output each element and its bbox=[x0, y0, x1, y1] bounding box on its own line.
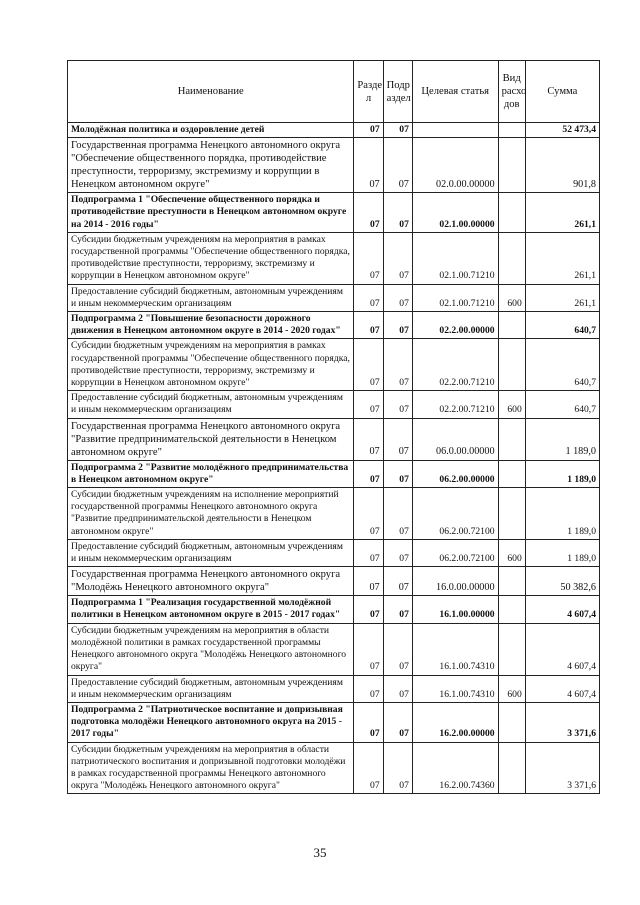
cell-cel-statya bbox=[412, 123, 498, 138]
cell-razdel: 07 bbox=[354, 623, 383, 675]
cell-razdel: 07 bbox=[354, 339, 383, 391]
cell-cel-statya: 16.1.00.74310 bbox=[412, 675, 498, 702]
cell-podrazdel: 07 bbox=[383, 339, 412, 391]
cell-summa: 4 607,4 bbox=[525, 596, 599, 623]
cell-vid bbox=[498, 193, 525, 233]
cell-vid bbox=[498, 339, 525, 391]
cell-cel-statya: 02.2.00.71210 bbox=[412, 391, 498, 418]
header-vid-raskhodov: Вид расхо дов bbox=[498, 61, 525, 123]
cell-razdel: 07 bbox=[354, 539, 383, 566]
cell-podrazdel: 07 bbox=[383, 596, 412, 623]
cell-name: Субсидии бюджетным учреждениям на мероприятия в области патриотического воспитания и допризывной подготовки молодёжи в рамках государственной программы Ненецкого автономного округа "Молодёжь Ненецкого автономного округа" bbox=[68, 742, 354, 794]
cell-vid: 600 bbox=[498, 675, 525, 702]
table-row bbox=[68, 596, 600, 623]
cell-razdel: 07 bbox=[354, 312, 383, 339]
cell-cel-statya: 06.2.00.72100 bbox=[412, 539, 498, 566]
cell-vid bbox=[498, 488, 525, 540]
cell-vid bbox=[498, 460, 525, 487]
cell-summa: 1 189,0 bbox=[525, 460, 599, 487]
cell-name: Предоставление субсидий бюджетным, автономным учреждениям и иным некоммерческим организациям bbox=[68, 284, 354, 311]
cell-name: Субсидии бюджетным учреждениям на мероприятия в рамках государственной программы "Обеспечение общественного порядка, противодействие преступности, терроризму, экстремизму и коррупции в Ненецком автономном округе" bbox=[68, 232, 354, 284]
header-cel-statya: Целевая статья bbox=[412, 61, 498, 123]
cell-cel-statya: 16.1.00.74310 bbox=[412, 623, 498, 675]
cell-razdel: 07 bbox=[354, 488, 383, 540]
cell-vid: 600 bbox=[498, 539, 525, 566]
cell-podrazdel: 07 bbox=[383, 138, 412, 193]
cell-podrazdel: 07 bbox=[383, 193, 412, 233]
table-row bbox=[68, 675, 600, 702]
cell-name: Подпрограмма 2 "Повышение безопасности дорожного движения в Ненецком автономном округе в 2014 - 2020 годах" bbox=[68, 312, 354, 339]
cell-summa: 261,1 bbox=[525, 284, 599, 311]
cell-summa: 901,8 bbox=[525, 138, 599, 193]
cell-name: Государственная программа Ненецкого автономного округа "Обеспечение общественного порядка, противодействие преступности, терроризму, экстремизму и коррупции в Ненецком автономном округе" bbox=[68, 138, 354, 193]
cell-razdel: 07 bbox=[354, 391, 383, 418]
table-header-row bbox=[68, 61, 600, 123]
cell-summa: 640,7 bbox=[525, 339, 599, 391]
table-row bbox=[68, 418, 600, 460]
cell-vid bbox=[498, 418, 525, 460]
cell-summa: 640,7 bbox=[525, 391, 599, 418]
table-row bbox=[68, 567, 600, 596]
header-razdel: Разде л bbox=[354, 61, 383, 123]
cell-razdel: 07 bbox=[354, 460, 383, 487]
table-row bbox=[68, 284, 600, 311]
cell-cel-statya: 16.0.00.00000 bbox=[412, 567, 498, 596]
table-row bbox=[68, 138, 600, 193]
table-row bbox=[68, 232, 600, 284]
table-row bbox=[68, 339, 600, 391]
cell-podrazdel: 07 bbox=[383, 391, 412, 418]
cell-podrazdel: 07 bbox=[383, 623, 412, 675]
cell-summa: 4 607,4 bbox=[525, 675, 599, 702]
cell-cel-statya: 02.1.00.71210 bbox=[412, 284, 498, 311]
cell-name: Подпрограмма 2 "Развитие молодёжного предпринимательства в Ненецком автономном округе" bbox=[68, 460, 354, 487]
cell-vid bbox=[498, 123, 525, 138]
cell-summa: 1 189,0 bbox=[525, 488, 599, 540]
cell-cel-statya: 06.2.00.72100 bbox=[412, 488, 498, 540]
cell-razdel: 07 bbox=[354, 742, 383, 794]
cell-razdel: 07 bbox=[354, 567, 383, 596]
cell-razdel: 07 bbox=[354, 193, 383, 233]
header-podrazdel: Подр аздел bbox=[383, 61, 412, 123]
cell-summa: 640,7 bbox=[525, 312, 599, 339]
cell-vid bbox=[498, 567, 525, 596]
cell-razdel: 07 bbox=[354, 123, 383, 138]
cell-vid: 600 bbox=[498, 284, 525, 311]
cell-cel-statya: 16.2.00.00000 bbox=[412, 702, 498, 742]
cell-podrazdel: 07 bbox=[383, 488, 412, 540]
table-row bbox=[68, 539, 600, 566]
cell-summa: 52 473,4 bbox=[525, 123, 599, 138]
cell-name: Подпрограмма 1 "Обеспечение общественного порядка и противодействие преступности в Ненецком автономном округе на 2014 - 2016 годы" bbox=[68, 193, 354, 233]
cell-razdel: 07 bbox=[354, 675, 383, 702]
cell-vid bbox=[498, 232, 525, 284]
cell-summa: 4 607,4 bbox=[525, 623, 599, 675]
cell-summa: 261,1 bbox=[525, 193, 599, 233]
cell-vid bbox=[498, 702, 525, 742]
cell-vid: 600 bbox=[498, 391, 525, 418]
cell-podrazdel: 07 bbox=[383, 232, 412, 284]
cell-cel-statya: 02.1.00.71210 bbox=[412, 232, 498, 284]
cell-vid bbox=[498, 596, 525, 623]
table-row bbox=[68, 123, 600, 138]
table-row bbox=[68, 742, 600, 794]
cell-cel-statya: 02.1.00.00000 bbox=[412, 193, 498, 233]
cell-cel-statya: 02.0.00.00000 bbox=[412, 138, 498, 193]
cell-vid bbox=[498, 623, 525, 675]
cell-name: Предоставление субсидий бюджетным, автономным учреждениям и иным некоммерческим организациям bbox=[68, 391, 354, 418]
cell-podrazdel: 07 bbox=[383, 675, 412, 702]
cell-name: Подпрограмма 2 "Патриотическое воспитание и допризывная подготовка молодёжи Ненецкого автономного округа на 2015 - 2017 годы" bbox=[68, 702, 354, 742]
cell-summa: 3 371,6 bbox=[525, 742, 599, 794]
cell-cel-statya: 06.2.00.00000 bbox=[412, 460, 498, 487]
cell-summa: 1 189,0 bbox=[525, 418, 599, 460]
cell-name: Субсидии бюджетным учреждениям на мероприятия в рамках государственной программы "Обеспечение общественного порядка, противодействие преступности, терроризму, экстремизму и коррупции в Ненецком автономном округе" bbox=[68, 339, 354, 391]
table-row bbox=[68, 312, 600, 339]
budget-table bbox=[67, 60, 600, 794]
cell-name: Предоставление субсидий бюджетным, автономным учреждениям и иным некоммерческим организациям bbox=[68, 675, 354, 702]
cell-podrazdel: 07 bbox=[383, 312, 412, 339]
table-row bbox=[68, 193, 600, 233]
cell-podrazdel: 07 bbox=[383, 284, 412, 311]
cell-podrazdel: 07 bbox=[383, 742, 412, 794]
cell-razdel: 07 bbox=[354, 596, 383, 623]
cell-podrazdel: 07 bbox=[383, 567, 412, 596]
cell-name: Предоставление субсидий бюджетным, автономным учреждениям и иным некоммерческим организациям bbox=[68, 539, 354, 566]
cell-name: Субсидии бюджетным учреждениям на мероприятия в области молодёжной политики в рамках государственной программы Ненецкого автономного округа "Молодёжь Ненецкого автономного округа" bbox=[68, 623, 354, 675]
cell-summa: 50 382,6 bbox=[525, 567, 599, 596]
cell-name: Субсидии бюджетным учреждениям на исполнение мероприятий государственной программы Ненецкого автономного округа "Развитие предпринимательской деятельности в Ненецком автономном округе" bbox=[68, 488, 354, 540]
cell-podrazdel: 07 bbox=[383, 539, 412, 566]
table-row bbox=[68, 702, 600, 742]
table-row bbox=[68, 488, 600, 540]
cell-summa: 261,1 bbox=[525, 232, 599, 284]
cell-razdel: 07 bbox=[354, 232, 383, 284]
cell-vid bbox=[498, 312, 525, 339]
cell-cel-statya: 16.1.00.00000 bbox=[412, 596, 498, 623]
cell-podrazdel: 07 bbox=[383, 702, 412, 742]
cell-razdel: 07 bbox=[354, 284, 383, 311]
header-summa: Сумма bbox=[525, 61, 599, 123]
cell-razdel: 07 bbox=[354, 702, 383, 742]
cell-name: Молодёжная политика и оздоровление детей bbox=[68, 123, 354, 138]
cell-cel-statya: 02.2.00.71210 bbox=[412, 339, 498, 391]
cell-podrazdel: 07 bbox=[383, 418, 412, 460]
cell-summa: 1 189,0 bbox=[525, 539, 599, 566]
cell-podrazdel: 07 bbox=[383, 460, 412, 487]
cell-vid bbox=[498, 138, 525, 193]
cell-cel-statya: 06.0.00.00000 bbox=[412, 418, 498, 460]
cell-podrazdel: 07 bbox=[383, 123, 412, 138]
cell-razdel: 07 bbox=[354, 418, 383, 460]
cell-name: Государственная программа Ненецкого автономного округа "Развитие предпринимательской деятельности в Ненецком автономном округе" bbox=[68, 418, 354, 460]
cell-summa: 3 371,6 bbox=[525, 702, 599, 742]
cell-name: Подпрограмма 1 "Реализация государственной молодёжной политики в Ненецком автономном округе в 2015 - 2017 годах" bbox=[68, 596, 354, 623]
header-name: Наименование bbox=[68, 61, 354, 123]
cell-cel-statya: 16.2.00.74360 bbox=[412, 742, 498, 794]
table-row bbox=[68, 623, 600, 675]
page-number: 35 bbox=[313, 845, 327, 860]
cell-vid bbox=[498, 742, 525, 794]
cell-cel-statya: 02.2.00.00000 bbox=[412, 312, 498, 339]
table-row bbox=[68, 391, 600, 418]
cell-razdel: 07 bbox=[354, 138, 383, 193]
table-body bbox=[68, 123, 600, 794]
table-row bbox=[68, 460, 600, 487]
cell-name: Государственная программа Ненецкого автономного округа "Молодёжь Ненецкого автономного округа" bbox=[68, 567, 354, 596]
